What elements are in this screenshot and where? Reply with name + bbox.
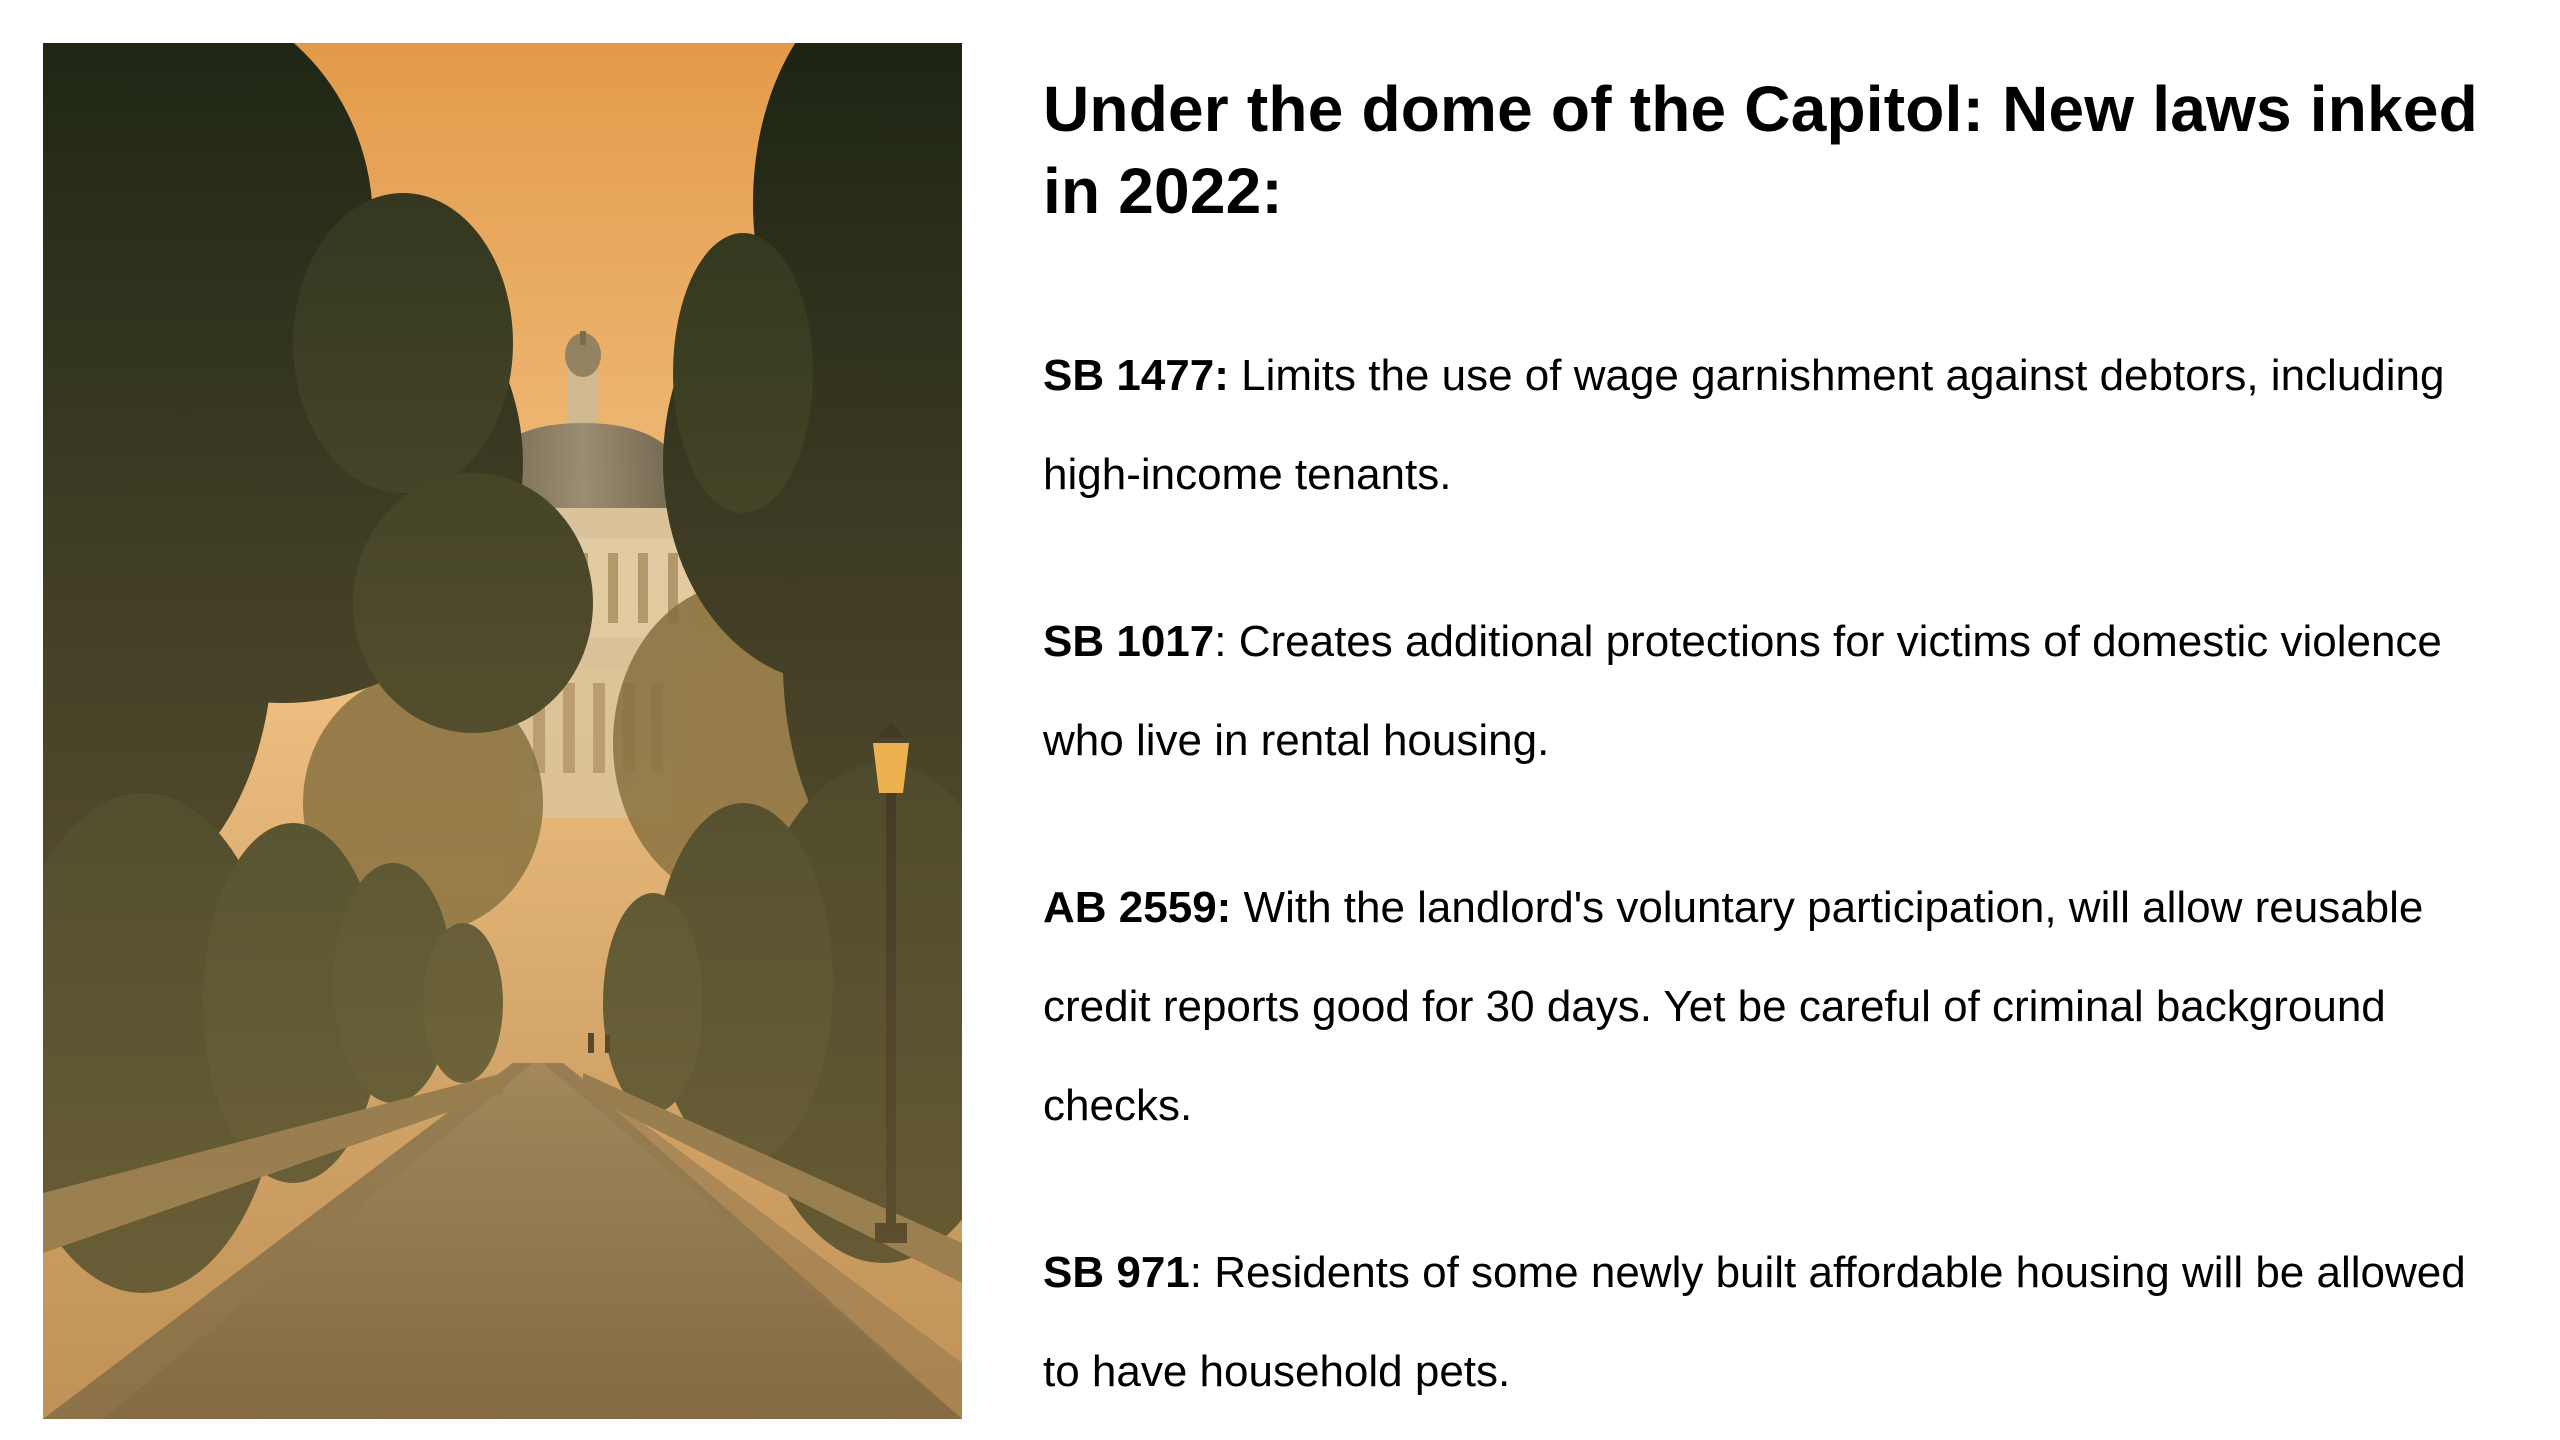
text-column	[1043, 68, 2503, 1396]
law-description: Creates additional protections for victims of domestic violence who live in rental housing.	[1043, 617, 2442, 765]
capitol-photo-illustration	[43, 43, 962, 1419]
law-item-sb-971	[1043, 1223, 2503, 1421]
law-item-sb-1017	[1043, 592, 2503, 790]
law-code: SB 1477:	[1043, 351, 1229, 400]
law-code: SB 971	[1043, 1248, 1190, 1297]
law-code-suffix: :	[1189, 1248, 1202, 1297]
law-code: SB 1017	[1043, 617, 1215, 666]
law-description: Limits the use of wage garnishment against debtors, including high-income tenants.	[1043, 351, 2445, 499]
law-description: With the landlord's voluntary participation, will allow reusable credit reports good for 30 days. Yet be careful of criminal background checks.	[1043, 883, 2424, 1130]
law-code-suffix: :	[1214, 617, 1227, 666]
law-item-ab-2559	[1043, 858, 2503, 1155]
law-item-sb-1477	[1043, 326, 2503, 524]
capitol-photo	[43, 43, 962, 1419]
law-description: Residents of some newly built affordable housing will be allowed to have household pets.	[1043, 1248, 2466, 1396]
law-code: AB 2559:	[1043, 883, 1232, 932]
slide-title: Under the dome of the Capitol: New laws inked in 2022:	[1043, 73, 2478, 227]
